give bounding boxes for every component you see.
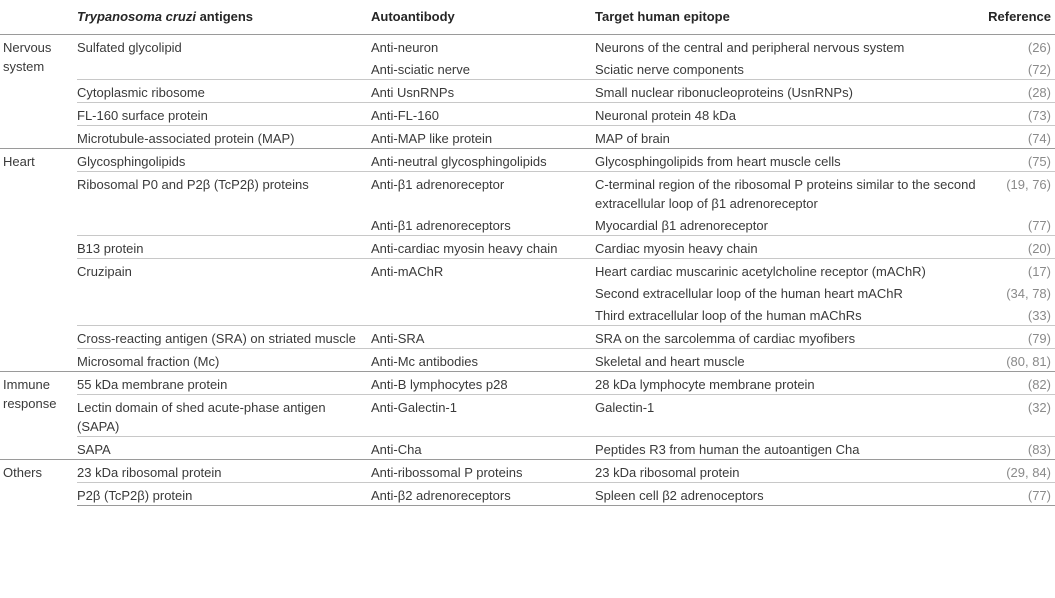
antigen-cell: B13 protein (77, 236, 371, 259)
antigen-cell: Glycosphingolipids (77, 149, 371, 172)
group-label: Others (0, 460, 77, 506)
reference-cell: (19, 76) (986, 172, 1055, 214)
reference-cell: (79) (986, 326, 1055, 349)
table-row (0, 236, 1055, 259)
autoantibody-cell: Anti-Galectin-1 (371, 395, 595, 437)
epitope-cell: Spleen cell β2 adrenoceptors (595, 483, 986, 506)
autoantibody-cell: Anti-Cha (371, 437, 595, 460)
header-group (0, 5, 77, 35)
autoantibody-cell (371, 281, 595, 303)
epitope-cell: Glycosphingolipids from heart muscle cells (595, 149, 986, 172)
autoantibody-cell: Anti-MAP like protein (371, 126, 595, 149)
epitope-cell: 23 kDa ribosomal protein (595, 460, 986, 483)
header-epitope: Target human epitope (595, 9, 730, 24)
epitope-cell: MAP of brain (595, 126, 986, 149)
antigen-cell: P2β (TcP2β) protein (77, 483, 371, 506)
reference-cell: (33) (1027, 308, 1051, 323)
antigen-cell (77, 281, 371, 303)
table-row (0, 149, 1055, 172)
antigen-cell (77, 57, 371, 80)
reference-cell: (20) (986, 236, 1055, 259)
reference-cell: (32) (986, 395, 1055, 437)
autoantibody-cell: Anti-cardiac myosin heavy chain (371, 236, 595, 259)
epitope-cell: Cardiac myosin heavy chain (595, 236, 986, 259)
group-label: Nervous system (0, 35, 77, 149)
table-row (0, 80, 1055, 103)
header-row (0, 5, 1055, 35)
epitope-cell: SRA on the sarcolemma of cardiac myofibers (595, 326, 986, 349)
autoantibody-cell: Anti-ribossomal P proteins (371, 460, 595, 483)
antigen-cell: Cross-reacting antigen (SRA) on striated muscle (77, 326, 371, 349)
reference-cell: (83) (986, 437, 1055, 460)
table-row (0, 437, 1055, 460)
reference-cell: (73) (986, 103, 1055, 126)
antigen-cell: Cruzipain (77, 259, 371, 282)
autoantibody-table (0, 5, 1055, 506)
autoantibody-cell: Anti-mAChR (371, 259, 595, 282)
epitope-cell: Second extracellular loop of the human heart mAChR (595, 286, 903, 301)
antigen-cell: SAPA (77, 437, 371, 460)
antigen-cell: Microtubule-associated protein (MAP) (77, 126, 371, 149)
reference-cell: (80, 81) (986, 349, 1055, 372)
reference-cell: (17) (986, 259, 1055, 282)
table-row (0, 57, 1055, 80)
table-row (0, 281, 1055, 303)
reference-cell: (72) (1027, 62, 1051, 77)
antigen-cell: Lectin domain of shed acute-phase antigen (SAPA) (77, 395, 371, 437)
table-row (0, 35, 1055, 58)
antigen-cell (77, 213, 371, 236)
antigen-cell: Cytoplasmic ribosome (77, 80, 371, 103)
autoantibody-cell: Anti-sciatic nerve (371, 62, 470, 77)
autoantibody-cell: Anti-β1 adrenoreceptors (371, 218, 511, 233)
antigen-cell: 23 kDa ribosomal protein (77, 460, 371, 483)
reference-cell: (74) (986, 126, 1055, 149)
autoantibody-cell: Anti UsnRNPs (371, 80, 595, 103)
epitope-cell: 28 kDa lymphocyte membrane protein (595, 372, 986, 395)
table-row (0, 460, 1055, 483)
autoantibody-cell: Anti-β1 adrenoreceptor (371, 172, 595, 214)
table-row (0, 213, 1055, 236)
table-row (0, 103, 1055, 126)
antigen-cell: Sulfated glycolipid (77, 35, 371, 58)
reference-cell: (75) (986, 149, 1055, 172)
autoantibody-cell: Anti-neuron (371, 35, 595, 58)
autoantibody-cell: Anti-SRA (371, 326, 595, 349)
table-row (0, 395, 1055, 437)
autoantibody-cell: Anti-β2 adrenoreceptors (371, 483, 595, 506)
epitope-cell: Heart cardiac muscarinic acetylcholine receptor (mAChR) (595, 259, 986, 282)
epitope-cell: Sciatic nerve components (595, 62, 744, 77)
autoantibody-cell: Anti-neutral glycosphingolipids (371, 149, 595, 172)
group-label: Immune response (0, 372, 77, 460)
antigen-cell: Ribosomal P0 and P2β (TcP2β) proteins (77, 172, 371, 214)
epitope-cell: Peptides R3 from human the autoantigen Cha (595, 437, 986, 460)
table-row (0, 172, 1055, 214)
table-row (0, 326, 1055, 349)
header-autoantibody: Autoantibody (371, 9, 455, 24)
reference-cell: (82) (986, 372, 1055, 395)
table-row (0, 303, 1055, 326)
epitope-cell: Third extracellular loop of the human mAChRs (595, 308, 862, 323)
reference-cell: (28) (986, 80, 1055, 103)
reference-cell: (77) (1027, 218, 1051, 233)
epitope-cell: Small nuclear ribonucleoproteins (UsnRNPs) (595, 80, 986, 103)
antigen-cell: Microsomal fraction (Mc) (77, 349, 371, 372)
table-row (0, 483, 1055, 506)
antigen-cell: FL-160 surface protein (77, 103, 371, 126)
table-row (0, 126, 1055, 149)
autoantibody-cell: Anti-FL-160 (371, 103, 595, 126)
header-reference: Reference (988, 9, 1051, 24)
group-label: Heart (0, 149, 77, 372)
table-row (0, 372, 1055, 395)
epitope-cell: C-terminal region of the ribosomal P proteins similar to the second extracellular loop of β1 adrenoreceptor (595, 172, 986, 214)
reference-cell: (29, 84) (986, 460, 1055, 483)
epitope-cell: Skeletal and heart muscle (595, 349, 986, 372)
antigen-cell: 55 kDa membrane protein (77, 372, 371, 395)
epitope-cell: Neuronal protein 48 kDa (595, 103, 986, 126)
reference-cell: (26) (986, 35, 1055, 58)
autoantibody-cell: Anti-Mc antibodies (371, 349, 595, 372)
reference-cell: (34, 78) (1006, 286, 1051, 301)
table-row (0, 259, 1055, 282)
autoantibody-cell: Anti-B lymphocytes p28 (371, 372, 595, 395)
table-row (0, 349, 1055, 372)
autoantibody-cell (371, 303, 595, 326)
header-antigen: Trypanosoma cruzi antigens (77, 9, 254, 24)
epitope-cell: Neurons of the central and peripheral nervous system (595, 35, 986, 58)
epitope-cell: Myocardial β1 adrenoreceptor (595, 218, 768, 233)
reference-cell: (77) (986, 483, 1055, 506)
epitope-cell: Galectin-1 (595, 395, 986, 437)
antigen-cell (77, 303, 371, 326)
